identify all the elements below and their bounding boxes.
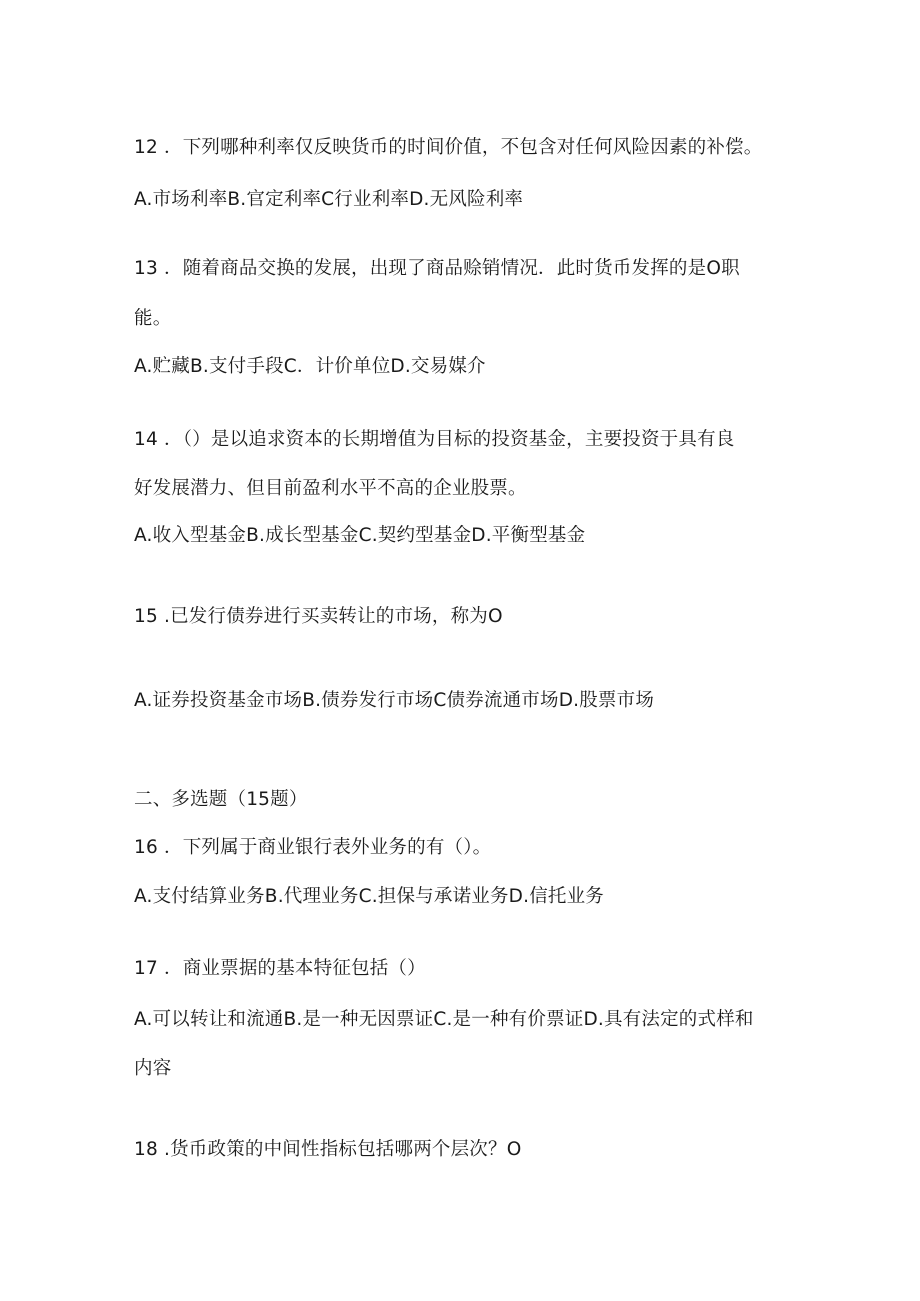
question-13-stem-line1: 13 ．随着商品交换的发展，出现了商品赊销情况．此时货币发挥的是O职 [134,258,740,279]
question-12-options: A.市场利率B.官定利率C行业利率D.无风险利率 [134,189,524,210]
question-15-stem: 15 .已发行债券进行买卖转让的市场，称为O [134,606,503,627]
question-12-stem: 12 ．下列哪种利率仅反映货币的时间价值，不包含对任何风险因素的补偿。 [134,137,763,158]
question-17-options-line1: A.可以转让和流通B.是一种无因票证C.是一种有价票证D.具有法定的式样和 [134,1009,754,1030]
question-17-stem: 17 ．商业票据的基本特征包括（） [134,958,426,979]
question-15-options: A.证券投资基金市场B.债券发行市场C债券流通市场D.股票市场 [134,690,655,711]
question-17-options-line2: 内容 [134,1058,172,1079]
question-16-stem: 16 ．下列属于商业银行表外业务的有（）。 [134,837,492,858]
question-13-stem-line2: 能。 [134,308,172,329]
section-heading-multiple-choice: 二、多选题（15题） [134,789,308,810]
question-18-stem: 18 .货币政策的中间性指标包括哪两个层次？O [134,1139,522,1160]
question-14-stem-line1: 14 ．（）是以追求资本的长期增值为目标的投资基金，主要投资于具有良 [134,429,735,450]
question-14-stem-line2: 好发展潜力、但目前盈利水平不高的企业股票。 [134,478,527,499]
question-13-options: A.贮藏B.支付手段C．计价单位D.交易媒介 [134,356,486,377]
question-16-options: A.支付结算业务B.代理业务C.担保与承诺业务D.信托业务 [134,886,605,907]
question-14-options: A.收入型基金B.成长型基金C.契约型基金D.平衡型基金 [134,525,586,546]
